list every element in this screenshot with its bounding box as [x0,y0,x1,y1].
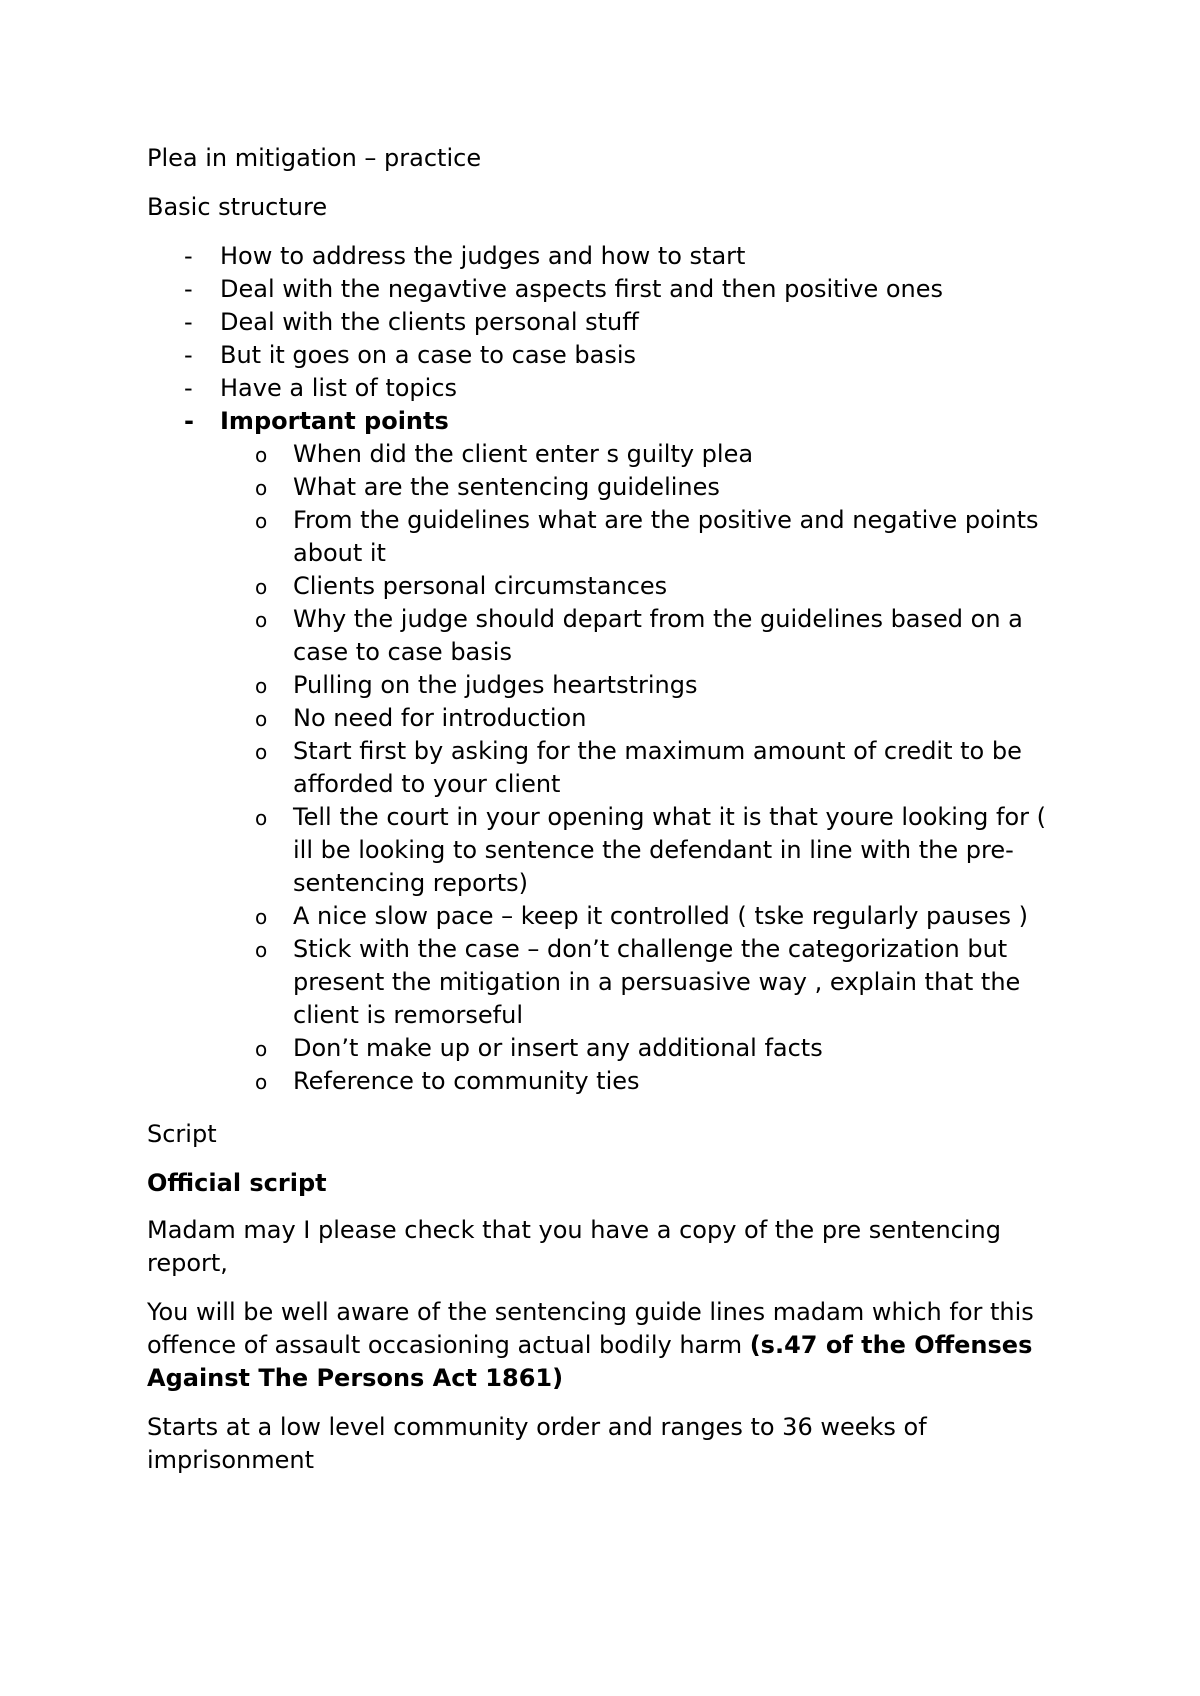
basic-structure-list [147,240,1067,1098]
list-item [147,306,1067,339]
script-paragraph-1: Madam may I please check that you have a copy of the pre sentencing report, [147,1216,1001,1277]
dash-bullet-icon: - [184,341,193,369]
sub-list-item [147,471,1067,504]
sub-list-item-text: Tell the court in your opening what it is that youre looking for ( ill be looking to sentence the defendant in line with the pre-sentencing reports) [293,803,1047,897]
sub-list-item-text: Why the judge should depart from the guidelines based on a case to case basis [293,605,1023,666]
circle-bullet-icon: o [255,938,268,962]
sub-list-item-text: Stick with the case – don’t challenge the categorization but present the mitigation in a persuasive way , explain that the client is remorseful [293,935,1021,1029]
sub-list-item-text: No need for introduction [293,704,587,732]
sub-list-item-text: What are the sentencing guidelines [293,473,720,501]
sub-list-item-text: Clients personal circumstances [293,572,668,600]
circle-bullet-icon: o [255,674,268,698]
sub-list-item [147,735,1067,801]
dash-bullet-icon: - [184,407,194,435]
sub-list-item-text: Pulling on the judges heartstrings [293,671,698,699]
sub-list-item-text: A nice slow pace – keep it controlled ( tske regularly pauses ) [293,902,1028,930]
sub-list-item [147,669,1067,702]
sub-list-item-text: Reference to community ties [293,1067,640,1095]
important-points-label: Important points [220,407,449,435]
circle-bullet-icon: o [255,509,268,533]
circle-bullet-icon: o [255,1037,268,1061]
script-paragraph-2-text: You will be well aware of the sentencing guide lines madam which for this offence of assault occasioning actual bodily harm [147,1298,1034,1359]
circle-bullet-icon: o [255,575,268,599]
script-label: Script [147,1120,217,1148]
circle-bullet-icon: o [255,806,268,830]
important-points-list [220,438,1067,1098]
list-item-text: How to address the judges and how to start [220,242,746,270]
list-item [147,372,1067,405]
sub-list-item [147,702,1067,735]
circle-bullet-icon: o [255,476,268,500]
dash-bullet-icon: - [184,275,193,303]
sub-list-item [147,504,1067,570]
sub-list-item-text: From the guidelines what are the positive and negative points about it [293,506,1039,567]
list-item-text: Deal with the negavtive aspects first and then positive ones [220,275,944,303]
circle-bullet-icon: o [255,608,268,632]
circle-bullet-icon: o [255,707,268,731]
sub-list-item [147,438,1067,471]
document-title: Plea in mitigation – practice [147,144,482,172]
section-subtitle: Basic structure [147,193,328,221]
dash-bullet-icon: - [184,308,193,336]
sub-list-item [147,1065,1067,1098]
sub-list-item-text: Don’t make up or insert any additional facts [293,1034,823,1062]
circle-bullet-icon: o [255,740,268,764]
sub-list-item [147,570,1067,603]
dash-bullet-icon: - [184,242,193,270]
official-script-heading: Official script [147,1169,327,1197]
script-paragraph-3: Starts at a low level community order and ranges to 36 weeks of imprisonment [147,1413,927,1474]
list-item [147,240,1067,273]
circle-bullet-icon: o [255,443,268,467]
list-item [147,273,1067,306]
document-page [147,142,1067,1493]
list-item-text: Have a list of topics [220,374,458,402]
sub-list-item [147,603,1067,669]
sub-list-item-text: When did the client enter s guilty plea [293,440,754,468]
list-item-important [147,405,1067,1098]
list-item-text: Deal with the clients personal stuff [220,308,639,336]
script-paragraph-2 [147,1296,1067,1395]
list-item-text: But it goes on a case to case basis [220,341,637,369]
sub-list-item [147,1032,1067,1065]
statute-reference: (s.47 of the Offenses Against The Persons Act 1861) [147,1331,1033,1392]
sub-list-item [147,900,1067,933]
sub-list-item [147,801,1067,900]
dash-bullet-icon: - [184,374,193,402]
circle-bullet-icon: o [255,1070,268,1094]
circle-bullet-icon: o [255,905,268,929]
sub-list-item-text: Start first by asking for the maximum amount of credit to be afforded to your client [293,737,1022,798]
sub-list-item [147,933,1067,1032]
list-item [147,339,1067,372]
